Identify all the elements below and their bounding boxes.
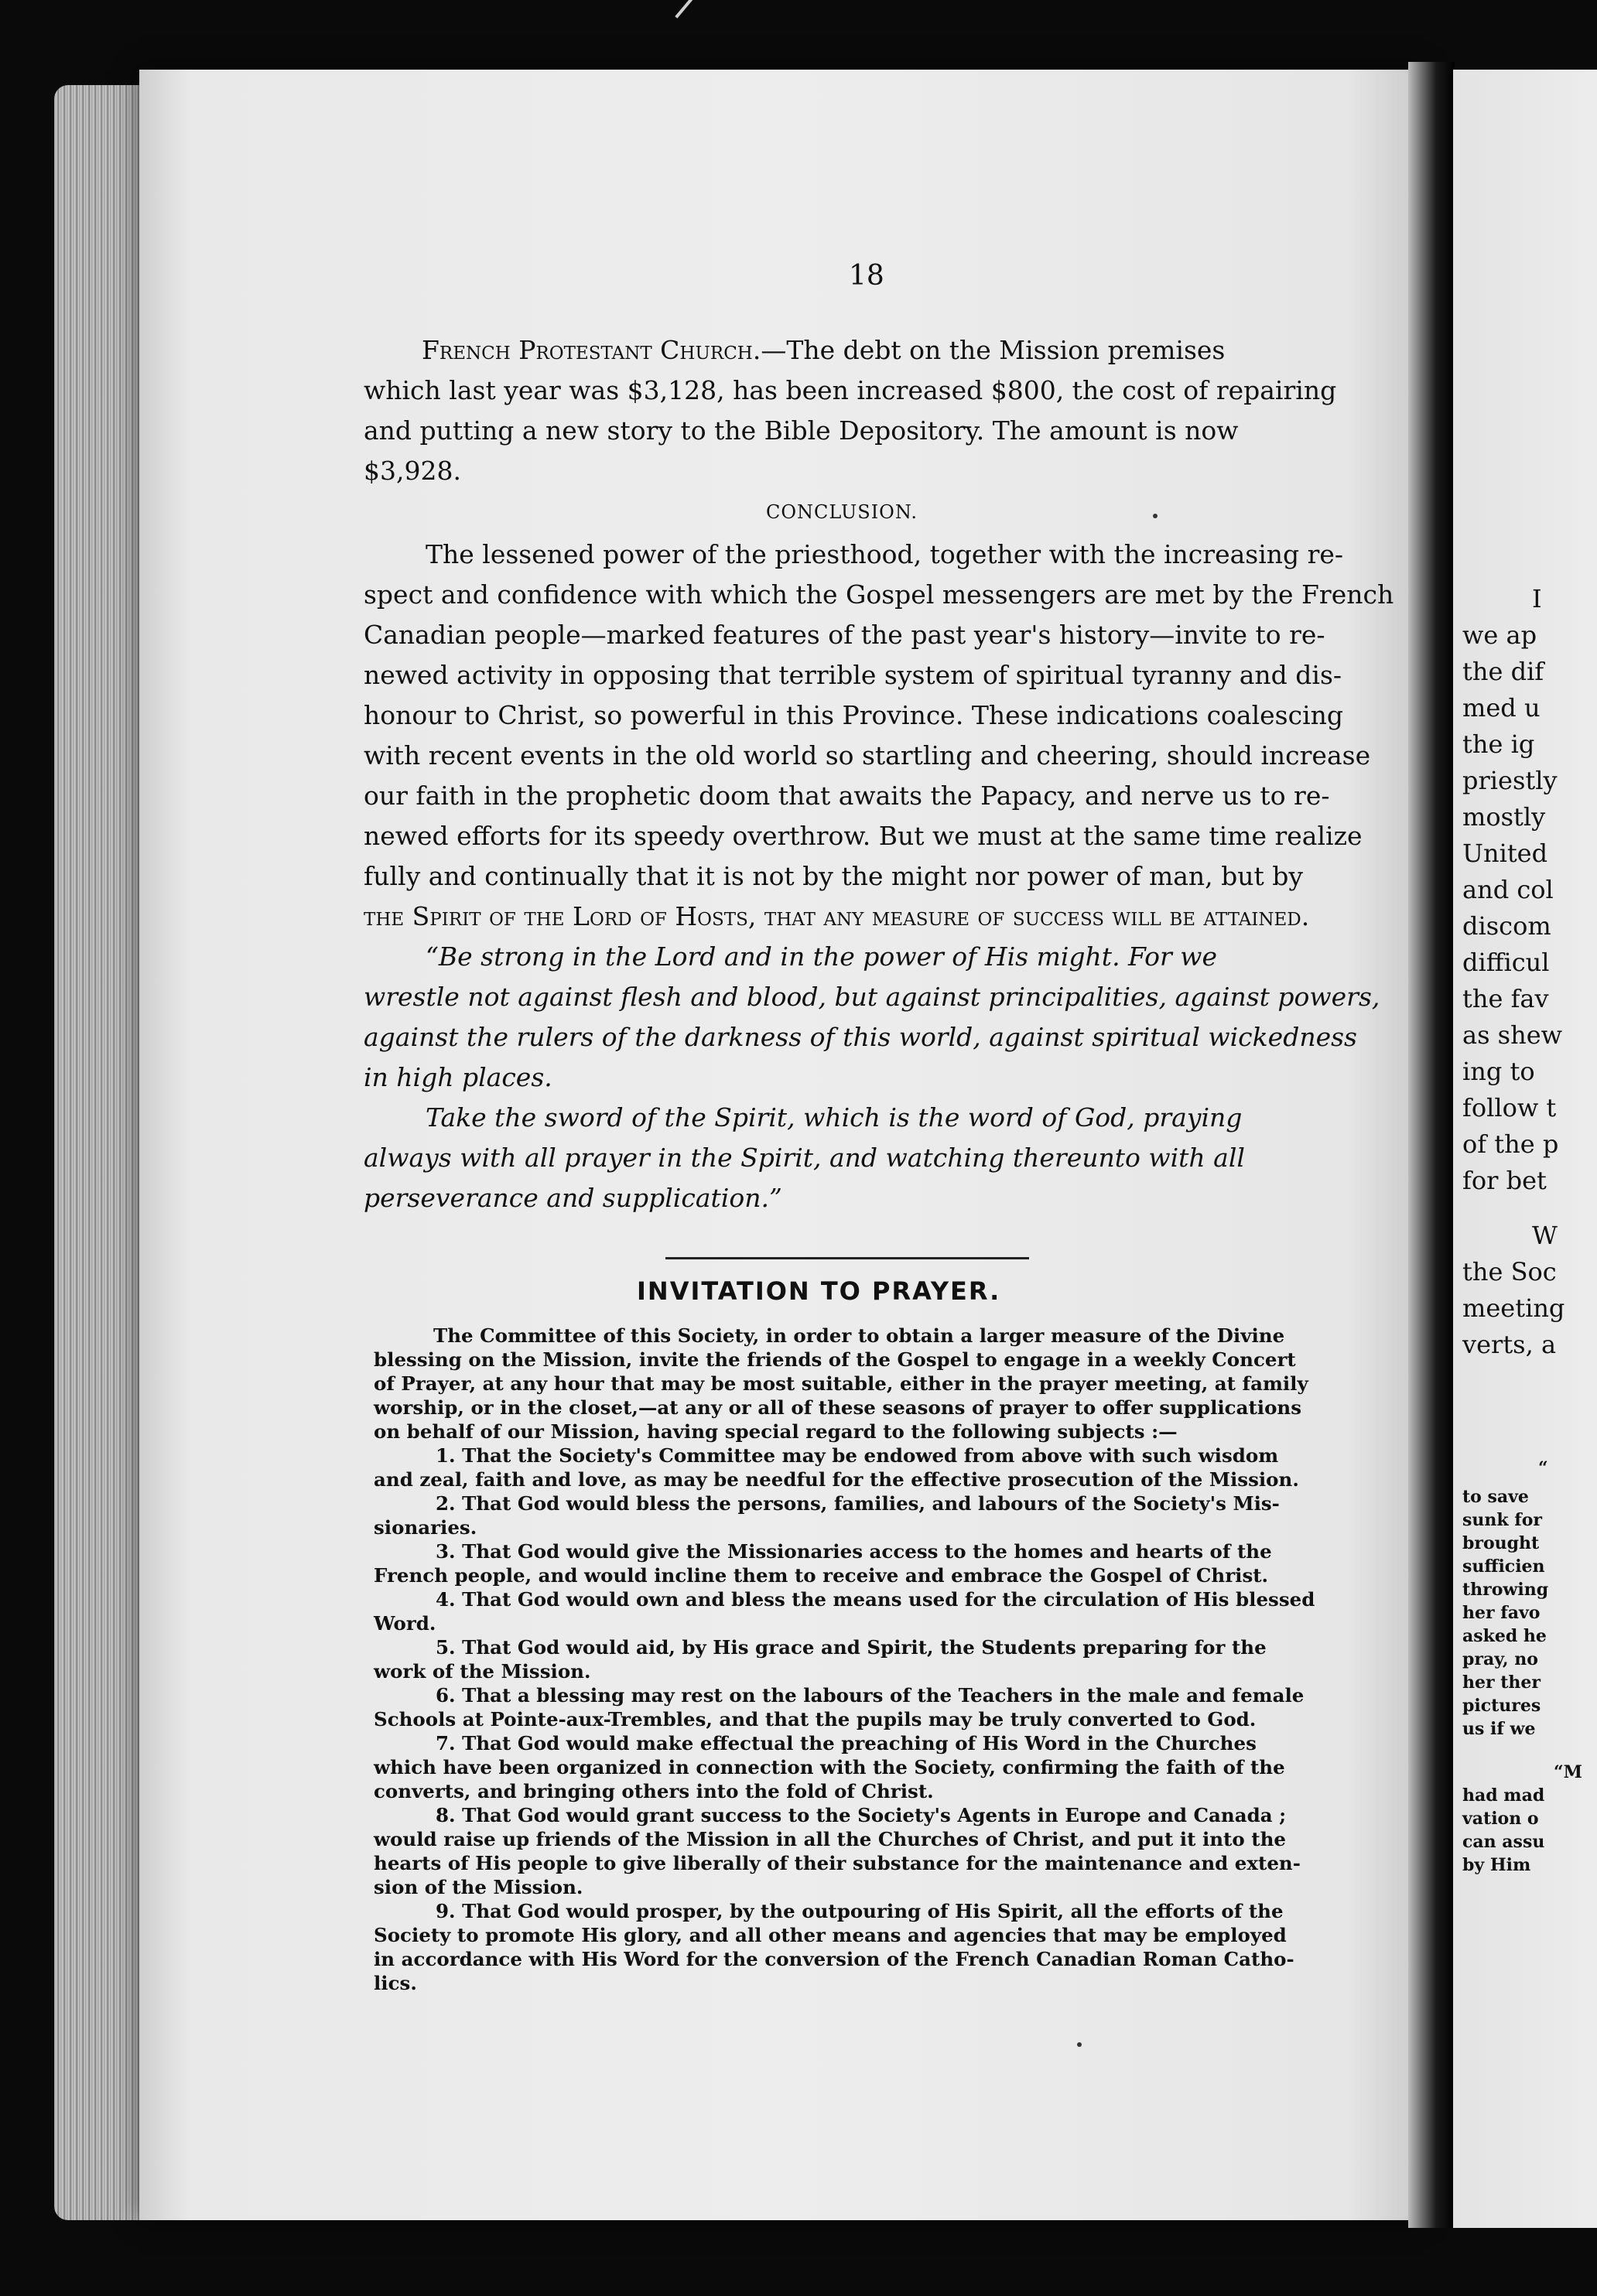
invitation-line: Schools at Pointe-aux-Trembles, and that the pupils may be truly converted to God. [374,1708,1257,1731]
paragraph-line: newed efforts for its speedy overthrow. But we must at the same time realize [364,821,1363,851]
paragraph-line: spect and confidence with which the Gospel messengers are met by the French [364,579,1394,610]
paragraph-line: fully and continually that it is not by the might nor power of man, but by [364,861,1304,891]
invitation-line: 8. That God would grant success to the Society's Agents in Europe and Canada ; [436,1804,1287,1826]
right-page-line: the dif [1462,657,1544,686]
paragraph-line: and putting a new story to the Bible Depository. The amount is now [364,415,1239,446]
invitation-line: converts, and bringing others into the fold of Christ. [374,1780,934,1802]
page-number: 18 [849,260,884,292]
right-page-line: pictures [1462,1696,1541,1716]
right-page-line: we ap [1462,620,1537,650]
right-page-line: vation o [1462,1809,1539,1829]
invitation-line: 9. That God would prosper, by the outpouring of His Spirit, all the efforts of the [436,1900,1284,1922]
paragraph-line: Canadian people—marked features of the past year's history—invite to re- [364,620,1325,650]
right-page-line: priestly [1462,766,1558,795]
invitation-line: of Prayer, at any hour that may be most suitable, either in the prayer meeting, at family [374,1372,1308,1395]
paragraph-line: our faith in the prophetic doom that awaits the Papacy, and nerve us to re- [364,781,1330,811]
right-page-line: her favo [1462,1603,1541,1623]
right-page-line: follow t [1462,1093,1557,1122]
right-page-line: had mad [1462,1785,1545,1806]
section-divider [665,1257,1029,1259]
french-church-line-1 [422,335,1225,365]
right-page-line: as shew [1462,1020,1563,1050]
invitation-line: 5. That God would aid, by His grace and Spirit, the Students preparing for the [436,1636,1267,1659]
invitation-line: lics. [374,1972,417,1994]
right-page-line: can assu [1462,1832,1545,1852]
paragraph-text: —The debt on the Mission premises [761,335,1226,365]
right-page-line: for bet [1462,1166,1547,1195]
paragraph-line: $3,928. [364,456,461,486]
right-page-line: discom [1462,911,1551,941]
right-page-line: sufficien [1462,1556,1545,1577]
right-page-line: asked he [1462,1626,1547,1646]
right-page-line: difficul [1462,948,1550,977]
invitation-line: 3. That God would give the Missionaries access to the homes and hearts of the [436,1540,1272,1563]
invitation-line: hearts of His people to give liberally of their substance for the maintenance and exten- [374,1852,1301,1874]
right-page-line: by Him [1462,1855,1531,1875]
invitation-line: French people, and would incline them to receive and embrace the Gospel of Christ. [374,1564,1269,1587]
invitation-line: would raise up friends of the Mission in all the Churches of Christ, and put it into the [374,1828,1286,1850]
right-page-line: mostly [1462,802,1546,832]
invitation-line: 1. That the Society's Committee may be endowed from above with such wisdom [436,1444,1279,1467]
invitation-line: Society to promote His glory, and all other means and agencies that may be employed [374,1924,1287,1946]
ink-speck [1077,2042,1082,2047]
section-lead: French Protestant Church. [422,335,761,365]
invitation-line: blessing on the Mission, invite the friends of the Gospel to engage in a weekly Concert [374,1348,1296,1371]
paragraph-line: The lessened power of the priesthood, together with the increasing re- [426,539,1344,569]
invitation-line: work of the Mission. [374,1660,591,1683]
right-page-line: W [1532,1221,1558,1250]
quote-line: perseverance and supplication.” [364,1183,782,1213]
right-page-line: her ther [1462,1672,1541,1693]
right-page-line: verts, a [1462,1330,1557,1359]
quote-line: in high places. [364,1062,552,1092]
right-page-line: sunk for [1462,1510,1543,1530]
right-page-line: the fav [1462,984,1549,1013]
right-page-line: “ [1538,1458,1548,1478]
paragraph-line: the Spirit of the Lord of Hosts, that any measure of success will be attained. [364,901,1310,931]
right-page-line: the ig [1462,729,1535,759]
invitation-line: 4. That God would own and bless the means used for the circulation of His blessed [436,1588,1315,1611]
invitation-line: 2. That God would bless the persons, families, and labours of the Society's Mis- [436,1492,1280,1515]
right-page-line: throwing [1462,1580,1549,1600]
section-heading-conclusion: CONCLUSION. [766,501,918,523]
invitation-line: and zeal, faith and love, as may be needful for the effective prosecution of the Mission. [374,1468,1299,1491]
invitation-line: 6. That a blessing may rest on the labours of the Teachers in the male and female [436,1684,1305,1707]
right-page-line: United [1462,839,1548,868]
invitation-line: on behalf of our Mission, having special regard to the following subjects :— [374,1420,1178,1443]
right-page-line: I [1532,584,1542,613]
quote-line: against the rulers of the darkness of this world, against spiritual wickedness [364,1022,1357,1052]
invitation-line: in accordance with His Word for the conversion of the French Canadian Roman Catho- [374,1948,1294,1970]
right-page-line: “M [1554,1762,1583,1782]
right-page-line: brought [1462,1533,1540,1553]
paragraph-line: with recent events in the old world so startling and cheering, should increase [364,740,1371,770]
right-page-line: pray, no [1462,1649,1538,1669]
right-page-line: of the p [1462,1129,1559,1159]
scan-artifact [675,0,720,38]
quote-line: wrestle not against flesh and blood, but against principalities, against powers, [364,982,1380,1012]
ink-speck [1153,514,1158,518]
quote-line: always with all prayer in the Spirit, and watching thereunto with all [364,1143,1245,1173]
book-gutter [1408,62,1455,2228]
quote-line: “Be strong in the Lord and in the power of His might. For we [426,941,1218,972]
right-page-line: us if we [1462,1719,1536,1739]
right-page-line: the Soc [1462,1257,1557,1286]
right-page [1453,70,1597,2228]
invitation-line: 7. That God would make effectual the preaching of His Word in the Churches [436,1732,1257,1754]
invitation-line: The Committee of this Society, in order to obtain a larger measure of the Divine [433,1324,1285,1347]
section-heading-invitation: INVITATION TO PRAYER. [637,1276,1001,1306]
invitation-line: which have been organized in connection with the Society, confirming the faith of the [374,1756,1285,1778]
right-page-line: meeting [1462,1293,1565,1323]
right-page-line: ing to [1462,1057,1535,1086]
invitation-line: Word. [374,1612,436,1635]
invitation-line: sionaries. [374,1516,477,1539]
invitation-line: sion of the Mission. [374,1876,583,1898]
paragraph-line: honour to Christ, so powerful in this Province. These indications coalescing [364,700,1344,730]
right-page-line: med u [1462,693,1541,723]
paragraph-line: newed activity in opposing that terrible system of spiritual tyranny and dis- [364,660,1342,690]
invitation-line: worship, or in the closet,—at any or all of these seasons of prayer to offer supplications [374,1396,1302,1419]
right-page-line: to save [1462,1487,1529,1507]
right-page-line: and col [1462,875,1554,904]
quote-line: Take the sword of the Spirit, which is the word of God, praying [426,1102,1243,1133]
paragraph-line: which last year was $3,128, has been increased $800, the cost of repairing [364,375,1337,405]
